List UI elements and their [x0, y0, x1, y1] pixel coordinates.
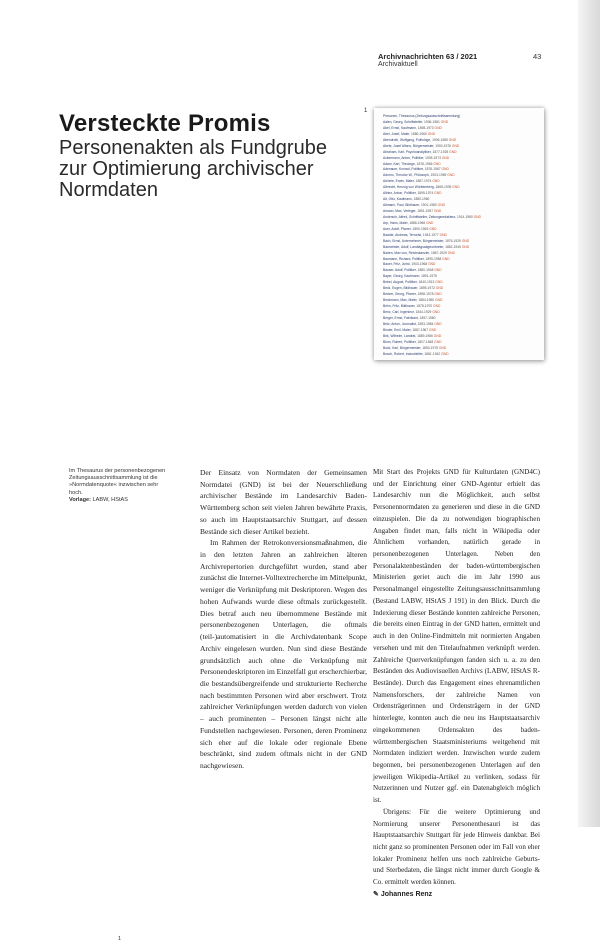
entry-gnd-badge: GND	[434, 298, 443, 303]
entry-name: Bock, Karl, Bürgermeister	[383, 345, 421, 350]
entry-dates: , 1903-1968	[409, 262, 428, 267]
entry-dates: , 1861-1942	[422, 351, 441, 356]
entry-name: Arp, Hans, Maler	[383, 220, 408, 225]
entry-name: Ackermann, Anton, Politiker	[383, 155, 424, 160]
entry-gnd-badge: GND	[433, 191, 442, 196]
entry-name: Beckmann, Max, Maler	[383, 298, 417, 303]
entry-name: Bauer, Fritz, Jurist	[383, 262, 410, 267]
entry-name: Albrecht, Herzog von Württemberg	[383, 185, 434, 190]
entry-dates: , 1898-1973	[416, 125, 434, 130]
entry-dates: , 1895-1974	[415, 191, 434, 196]
entry-name: Abel, Josef, Maler	[383, 131, 410, 136]
entry-dates: , 1865-1939	[433, 185, 452, 190]
entry-gnd-badge: GND	[433, 125, 442, 130]
entry-dates: , 1914-1980	[455, 214, 473, 219]
entry-dates: , 1897-1980	[417, 315, 436, 320]
entry-name: Amann, Max, Verleger	[383, 209, 416, 213]
entry-gnd-badge: GND	[441, 256, 450, 261]
entry-gnd-badge: GND	[427, 262, 436, 267]
entry-dates: , 1878-1970	[414, 304, 433, 308]
entry-gnd-badge: GND	[425, 220, 434, 225]
article-subtitle: Personenakten als Fundgrube zur Optimierung archivischer Normdaten	[59, 137, 327, 201]
entry-gnd-badge: GND	[451, 143, 460, 148]
entry-name: Beck, Eugen, Bildhauer	[383, 286, 418, 291]
author-name: Johannes Renz	[380, 890, 433, 898]
entry-gnd-badge: GND	[440, 155, 450, 160]
entry-gnd-badge: GND	[436, 203, 445, 208]
entry-name: Berger, Ernst, Fabrikant	[383, 315, 418, 320]
entry-name: Baader, Andreas, Terrorist	[383, 232, 422, 237]
entry-gnd-badge: GND	[438, 345, 447, 350]
entry-name: Bosch, Robert, Industrieller	[383, 351, 423, 356]
entry-gnd-badge: GND	[438, 232, 447, 237]
entry-name: Alt, Otto, Kaufmann	[383, 197, 412, 202]
entry-dates: , 1889-1966	[415, 333, 433, 338]
caption-source-value: LABW, HStAS	[92, 496, 128, 503]
entry-name: Betz, Anton, Journalist	[383, 321, 416, 326]
entry-name: Bacmeister, Adolf, Landtagsabgeordneter	[383, 244, 444, 249]
entry-dates: , 1886-1966	[407, 220, 426, 225]
caption-source-label: Vorlage:	[69, 496, 91, 503]
entry-gnd-badge: GND	[428, 327, 437, 332]
entry-gnd-badge: GND	[433, 321, 442, 326]
entry-gnd-badge: GND	[431, 179, 440, 184]
entry-dates: , 1876-1929	[443, 238, 461, 243]
journal-title: Archivnachrichten 63 / 2021	[378, 52, 478, 61]
entry-gnd-badge: GND	[440, 351, 449, 356]
entry-name: Becker, Georg, Pfarrer	[383, 292, 416, 297]
entry-dates: , 1877-1925	[430, 149, 449, 154]
figure-number: 1	[364, 108, 368, 114]
page-number: 43	[533, 52, 542, 61]
caption-text: Im Thesaurus der personenbezogenen Zeitungsausschnittsammlung ist die »Normdatenquote« inzwischen sehr hoch.	[69, 468, 166, 496]
entry-dates: , 1898-1978	[415, 292, 434, 297]
entry-gnd-badge: GND	[433, 292, 442, 297]
thesaurus-screenshot	[374, 108, 544, 360]
page-edge-shadow	[578, 0, 600, 827]
entry-dates: , 1900-1976	[433, 143, 452, 148]
entry-dates: , 1891-1957	[415, 209, 434, 213]
entry-name: Abele, Josef Alfons, Bürgermeister	[383, 143, 434, 148]
entry-dates: , 1890-1975	[420, 345, 438, 350]
entry-name: Bauser, Adolf, Politiker	[383, 268, 416, 273]
entry-gnd-badge: GND	[433, 339, 442, 344]
thesaurus-entry	[383, 352, 538, 358]
entry-gnd-badge: GND	[439, 119, 449, 124]
entry-dates: , 1893-1984	[415, 321, 434, 326]
entry-dates: , 1895-1958	[423, 256, 442, 261]
caption-number: 1	[118, 936, 122, 942]
entry-gnd-badge: GND	[433, 268, 442, 273]
thesaurus-list	[383, 114, 538, 357]
entry-gnd-badge: GND	[440, 167, 449, 172]
text-column-left	[200, 467, 367, 772]
paragraph-4: Übrigens: Für die weitere Optimierung und Normierung unserer Personenthesauri ist das Hauptstaatsarchiv Stuttgart für jede Hinweis dankbar. Bei nicht ganz so prominenten Personen oder im Fall von eher lokaler Prominenz helfen uns noch zahlreiche Geburts- und Sterbedaten, die längst nicht immer durch Google & Co. ermittelt werden können.	[373, 807, 540, 887]
entry-dates: , 1880-1948	[415, 268, 434, 273]
entry-dates: , 1876-1966	[414, 161, 433, 166]
entry-name: Aalen, Georg, Schriftsteller	[383, 119, 423, 124]
entry-gnd-badge: GND	[434, 286, 444, 291]
paragraph-1: Der Einsatz von Normdaten der Gemeinsamen Normdatei (GND) ist bei der Neuerschließung archivischer Bestände im Landesarchiv Baden-Württemberg schon seit vielen Jahren bewährte Praxis, so auch im Hauptstaatsarchiv Stuttgart, auf dessen Bestände sich dieser Artikel bezieht.	[200, 468, 367, 536]
figure-caption	[59, 468, 169, 942]
entry-gnd-badge: GND	[460, 244, 470, 249]
entry-dates: , 1906-1981	[422, 119, 440, 124]
entry-dates: , 1905-1973	[423, 155, 441, 160]
entry-dates: , 1895-1972	[417, 286, 435, 291]
entry-gnd-badge: GND	[426, 131, 436, 136]
entry-dates: , 1807-1848	[415, 339, 434, 344]
entry-dates: , 1903-1969	[428, 173, 447, 178]
entry-gnd-badge: GND	[432, 304, 441, 308]
entry-gnd-badge: GND	[447, 137, 457, 142]
entry-name: Birk, Wilhelm, Landrat	[383, 333, 416, 338]
entry-name: Abel, Ernst, Kaufmann	[383, 125, 416, 130]
pen-nib-icon: ✎	[373, 890, 379, 898]
entry-name: Adenauer, Konrad, Politiker	[383, 167, 423, 172]
entry-dates: , 1880-1960	[411, 197, 430, 202]
article-title: Versteckte Promis	[59, 110, 271, 137]
entry-gnd-badge: GND	[472, 214, 482, 219]
entry-dates: , 1890-1963	[410, 226, 429, 231]
entry-gnd-badge: GND	[432, 333, 442, 338]
entry-dates: , 1867-1929	[429, 250, 447, 255]
entry-name: Behn, Fritz, Bildhauer	[383, 304, 415, 308]
entry-dates: , 1844-1929	[413, 309, 432, 314]
entry-dates: , 1906-1985	[430, 137, 448, 142]
entry-name: Personen, Thesaurus (Zeitungsausschnittsammlung)	[383, 114, 461, 118]
entry-name: Adorno, Theodor W., Philosoph	[383, 173, 429, 178]
entry-name: Binder, Emil, Maler	[383, 327, 411, 332]
entry-gnd-badge: GND	[431, 309, 440, 314]
entry-gnd-badge: GND	[446, 250, 456, 255]
entry-gnd-badge: GND	[460, 238, 470, 243]
entry-name: Bayer, Georg, Kaufmann	[383, 274, 420, 279]
entry-name: Baumann, Richard, Politiker	[383, 256, 424, 261]
entry-gnd-badge: GND	[448, 149, 457, 154]
entry-name: Bach, Ernst, Unternehmer, Bürgermeister	[383, 238, 444, 243]
entry-dates: , 1891-1975	[419, 274, 437, 279]
entry-gnd-badge: GND	[433, 209, 442, 213]
entry-name: Abendroth, Wolfgang, Politologe	[383, 137, 431, 142]
entry-name: Altmann, Paul, Bildhauer	[383, 203, 420, 208]
entry-dates: , 1887-1974	[413, 179, 432, 184]
entry-name: Albiez, Anton, Politiker	[383, 191, 416, 196]
entry-name: Benz, Carl, Ingenieur	[383, 309, 414, 314]
paragraph-3: Mit Start des Projekts GND für Kulturdaten (GND4C) und der Einrichtung einer GND-Agentur erhielt das Landesarchiv nun die Möglichkeit, auch selbst Personennormdaten zu generieren und diese in die GND einzuspielen. Die da zu notwendigen biographischen Angaben findet man, falls nicht in Wikipedia oder Ähnlichem vorhanden, natürlich gerade in personenbezogenen Unterlagen. Neben den Personalaktenbeständen der baden-württembergischen Ministerien geriet auch die im Jahr 1990 aus Personalmangel eingestellte Zeitungsausschnittsammlung (Bestand LABW, HStAS J 191) in den Blick. Durch die Indexierung dieser Bestände konnten zahlreiche Personen, die bereits einen Eintrag in der GND hatten, ermittelt und auch in den Online-Findmitteln mit normierten Angaben versehen und mit den Titelaufnahmen verknüpft werden. Zahlreiche Querverknüpfungen fanden sich u. a. zu den Beständen des Audiovisuellen Archivs (LABW, HStAS R-Bestände). Durch das Engagement eines ehrenamtlichen Namensforschers, der zahlreiche Namen von Ordensträgerinnen und Ordensträgern in der GND hinterlegte, konnten auch die neu ins Hauptstaatsarchiv eingekommenen Ordensakten des baden-württembergischen Staatsministeriums weitgehend mit Normdaten indiziert werden. Inzwischen wurde zudem begonnen, bei personenbezogenen Unterlagen auf den jeweiligen Wikipedia-Artikel zu verlinken, sodass für Nutzerinnen und Nutzer ggf. ein Datenabgleich möglich ist.	[373, 468, 540, 805]
entry-dates: , 1880-1960	[409, 131, 427, 136]
entry-gnd-badge: GND	[428, 226, 437, 231]
entry-gnd-badge: GND	[432, 161, 441, 166]
paragraph-2: Im Rahmen der Retrokonversionsmaßnahmen, die in den letzten Jahren an zahlreichen älteren Archivrepertorien durchgeführt wurden, stand aber zunächst die Internet-Volltextrecherche im Mittelpunkt, weniger die Verknüpfung mit Deskriptoren. Wegen des hohen Aufwands wurde diese oftmals zurückgestellt. Dies betraf auch neu übernommene Bestände mit personenbezogenen Unterlagen, die oftmals (teil-)automatisiert in die Archivdatenbank Scope Archiv eingelesen wurden. Nun sind diese Bestände grundsätzlich auch ohne die Verknüpfung mit Personendeskriptoren im Einzelfall gut erscherchierbar, die bestandsübergreifende und strukturierte Recherche nach bestimmten Personen wird aber erschwert. Trotz zahlreicher Verknüpfungen werden dadurch von vielen – auch prominenten – Personen längst nicht alle Fundstellen nachgewiesen. Personen, deren Prominenz sich eher auf die lokale oder regionale Ebene beschränkt, sind zudem oftmals nicht in der GND nachgewiesen.	[200, 538, 367, 770]
entry-dates: , 1943-1977	[421, 232, 439, 237]
entry-name: Adam, Karl, Theologe	[383, 161, 415, 166]
entry-gnd-badge: GND	[446, 173, 455, 178]
entry-gnd-badge: GND	[434, 280, 443, 285]
author-line	[373, 889, 540, 901]
entry-name: Abraham, Karl, Psychoanalytiker	[383, 149, 431, 154]
entry-dates: , 1884-1950	[416, 298, 435, 303]
entry-name: Aichele, Erwin, Maler	[383, 179, 414, 184]
entry-dates: , 1901-1980	[419, 203, 437, 208]
entry-name: Auer, Adolf, Pfarrer	[383, 226, 411, 231]
entry-gnd-badge: GND	[451, 185, 460, 190]
caption-source	[69, 497, 169, 504]
text-column-right	[373, 467, 540, 901]
entry-name: Andersch, Alfred, Schriftsteller, Zeitungsredakteur	[383, 214, 456, 219]
entry-name: Bebel, August, Politiker	[383, 280, 417, 285]
entry-name: Baden, Max von, Reichskanzler	[383, 250, 430, 255]
entry-dates: , 1887-1967	[410, 327, 429, 332]
entry-dates: , 1876-1967	[422, 167, 441, 172]
entry-name: Blum, Robert, Politiker	[383, 339, 416, 344]
entry-dates: , 1882-1945	[443, 244, 461, 249]
entry-dates: , 1840-1913	[416, 280, 435, 285]
section-label: Archivaktuell	[378, 61, 418, 68]
